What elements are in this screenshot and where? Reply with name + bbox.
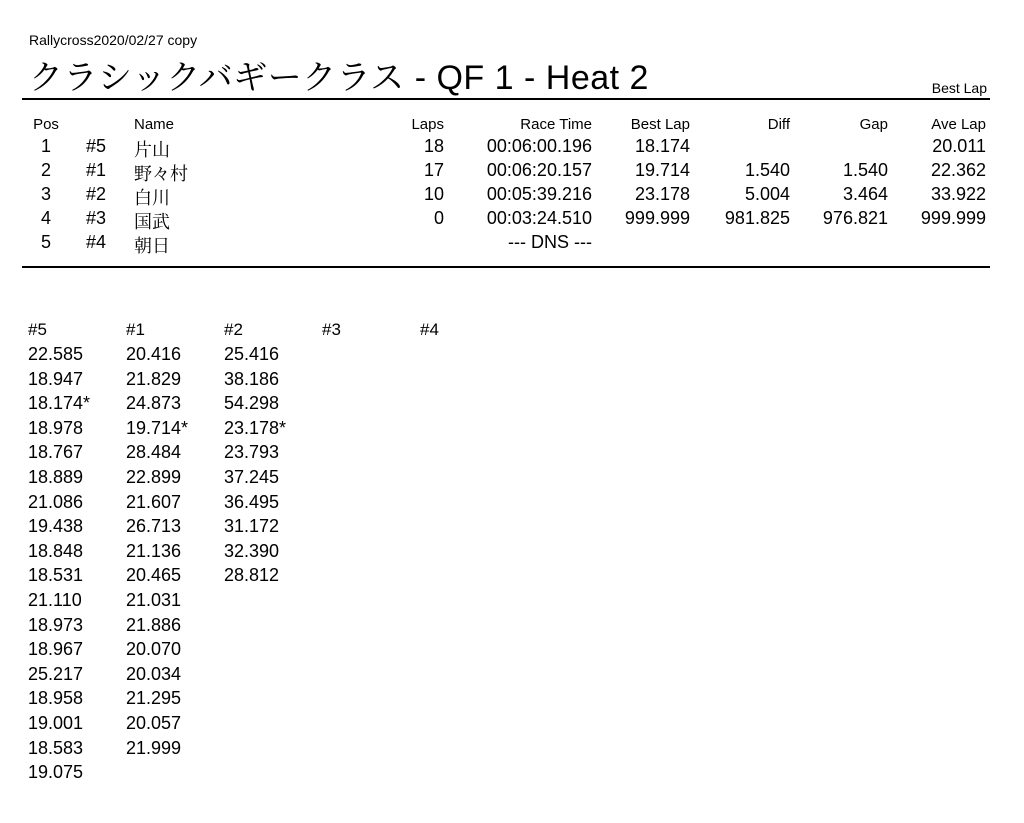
report-subtitle: Rallycross2020/02/27 copy (29, 32, 198, 48)
lap-time: 19.075 (28, 762, 84, 783)
lap-time: 23.178* (224, 417, 287, 438)
lap-time: 18.958 (28, 688, 84, 709)
lap-time: 21.886 (126, 614, 182, 635)
result-pos-cell: 1 (40, 136, 51, 156)
lap-time: 28.484 (126, 442, 182, 463)
result-number-cell: #3 (86, 208, 107, 228)
result-number-cell: #2 (86, 184, 107, 204)
lap-time: 24.873 (126, 393, 182, 414)
result-number-cell: #1 (86, 160, 107, 180)
result-row (22, 136, 990, 160)
lap-column (420, 320, 515, 344)
result-race-time-cell: 00:05:39.216 (486, 184, 592, 204)
lap-time: 19.714* (126, 417, 189, 438)
lap-time: 19.438 (28, 516, 84, 537)
result-best-lap-cell: 999.999 (624, 208, 690, 228)
result-laps-cell: 10 (423, 184, 444, 204)
result-ave-lap-cell: 20.011 (932, 136, 986, 156)
results-table (22, 116, 990, 256)
lap-time: 21.295 (126, 688, 182, 709)
result-pos-cell: 2 (40, 160, 51, 180)
result-pos-cell: 5 (40, 232, 51, 252)
report-title: クラシックバギークラス - QF 1 - Heat 2 (29, 59, 649, 97)
result-ave-lap-cell: 999.999 (920, 208, 986, 228)
lap-time: 20.057 (126, 712, 182, 733)
col-header-gap: Gap (859, 116, 888, 133)
lap-time: 20.034 (126, 663, 182, 684)
lap-column-header: #1 (126, 320, 145, 339)
lap-time: 20.416 (126, 344, 182, 364)
lap-time: 18.767 (28, 442, 84, 463)
lap-time: 25.416 (224, 344, 280, 364)
result-number-cell: #4 (86, 232, 107, 252)
lap-time: 22.899 (126, 466, 182, 487)
lap-time: 23.793 (224, 442, 280, 463)
lap-time: 18.947 (28, 368, 84, 389)
lap-time: 21.086 (28, 491, 84, 512)
result-name-cell: 朝日 (134, 236, 170, 256)
result-pos-cell: 3 (40, 184, 51, 204)
result-name-cell: 片山 (134, 140, 170, 160)
result-gap-cell: 1.540 (842, 160, 888, 180)
result-row (22, 232, 990, 256)
col-header-pos: Pos (33, 116, 59, 133)
result-race-time-cell: 00:06:20.157 (486, 160, 592, 180)
result-laps-cell: 17 (423, 160, 444, 180)
col-header-laps: Laps (411, 116, 444, 133)
lap-time: 26.713 (126, 516, 182, 537)
lap-time: 20.070 (126, 639, 182, 660)
lap-time: 36.495 (224, 491, 280, 512)
lap-time: 18.583 (28, 737, 84, 758)
lap-time: 18.967 (28, 639, 84, 660)
lap-time: 21.999 (126, 737, 182, 758)
lap-time: 18.174* (28, 393, 91, 414)
lap-time: 18.889 (28, 466, 84, 487)
result-race-time-cell: 00:03:24.510 (486, 208, 592, 228)
lap-time: 25.217 (28, 663, 84, 684)
result-name-cell: 野々村 (134, 164, 188, 184)
result-best-lap-cell: 19.714 (634, 160, 690, 180)
result-race-time-cell: --- DNS --- (508, 232, 592, 252)
col-header-name: Name (134, 116, 175, 133)
result-name-cell: 白川 (134, 188, 170, 208)
results-header-row (22, 116, 990, 136)
top-rule (22, 98, 990, 100)
lap-column (126, 320, 221, 762)
lap-time: 54.298 (224, 393, 280, 414)
lap-time: 18.978 (28, 417, 84, 438)
lap-column-header: #5 (28, 320, 47, 339)
lap-time: 21.829 (126, 368, 182, 389)
result-laps-cell: 18 (423, 136, 444, 156)
col-header-diff: Diff (767, 116, 790, 133)
lap-time: 38.186 (224, 368, 280, 389)
col-header-race-time: Race Time (520, 116, 592, 133)
result-number-cell: #5 (86, 136, 107, 156)
lap-column (322, 320, 417, 344)
lap-column (224, 320, 319, 590)
lap-time: 18.973 (28, 614, 84, 635)
lap-column-header: #2 (224, 320, 243, 339)
best-lap-legend: Best Lap (931, 80, 987, 96)
lap-column-header: #4 (420, 320, 439, 339)
result-row (22, 160, 990, 184)
lap-time: 21.110 (28, 589, 82, 610)
lap-column (28, 320, 123, 787)
lap-time: 20.465 (126, 565, 182, 586)
result-laps-cell: 0 (433, 208, 444, 228)
lap-time: 21.607 (126, 491, 182, 512)
result-ave-lap-cell: 22.362 (930, 160, 986, 180)
result-row (22, 184, 990, 208)
result-race-time-cell: 00:06:00.196 (486, 136, 592, 156)
result-name-cell: 国武 (134, 212, 170, 232)
result-pos-cell: 4 (40, 208, 51, 228)
result-ave-lap-cell: 33.922 (930, 184, 986, 204)
result-diff-cell: 1.540 (744, 160, 790, 180)
lap-time: 21.136 (126, 540, 182, 561)
result-row (22, 208, 990, 232)
lap-time: 18.848 (28, 540, 84, 561)
result-gap-cell: 3.464 (842, 184, 888, 204)
lap-time: 32.390 (224, 540, 280, 561)
lap-column-header: #3 (322, 320, 341, 339)
result-best-lap-cell: 18.174 (634, 136, 690, 156)
lap-time: 18.531 (28, 565, 84, 586)
lap-time: 37.245 (224, 466, 280, 487)
result-diff-cell: 5.004 (744, 184, 790, 204)
lap-time: 31.172 (224, 516, 280, 537)
col-header-best-lap: Best Lap (630, 116, 690, 133)
lap-time: 19.001 (28, 712, 84, 733)
lap-time: 22.585 (28, 344, 84, 364)
result-diff-cell: 981.825 (724, 208, 790, 228)
result-gap-cell: 976.821 (822, 208, 888, 228)
lap-time: 21.031 (126, 589, 182, 610)
bottom-rule (22, 266, 990, 268)
result-best-lap-cell: 23.178 (634, 184, 690, 204)
col-header-ave-lap: Ave Lap (931, 116, 986, 133)
lap-time: 28.812 (224, 565, 280, 586)
